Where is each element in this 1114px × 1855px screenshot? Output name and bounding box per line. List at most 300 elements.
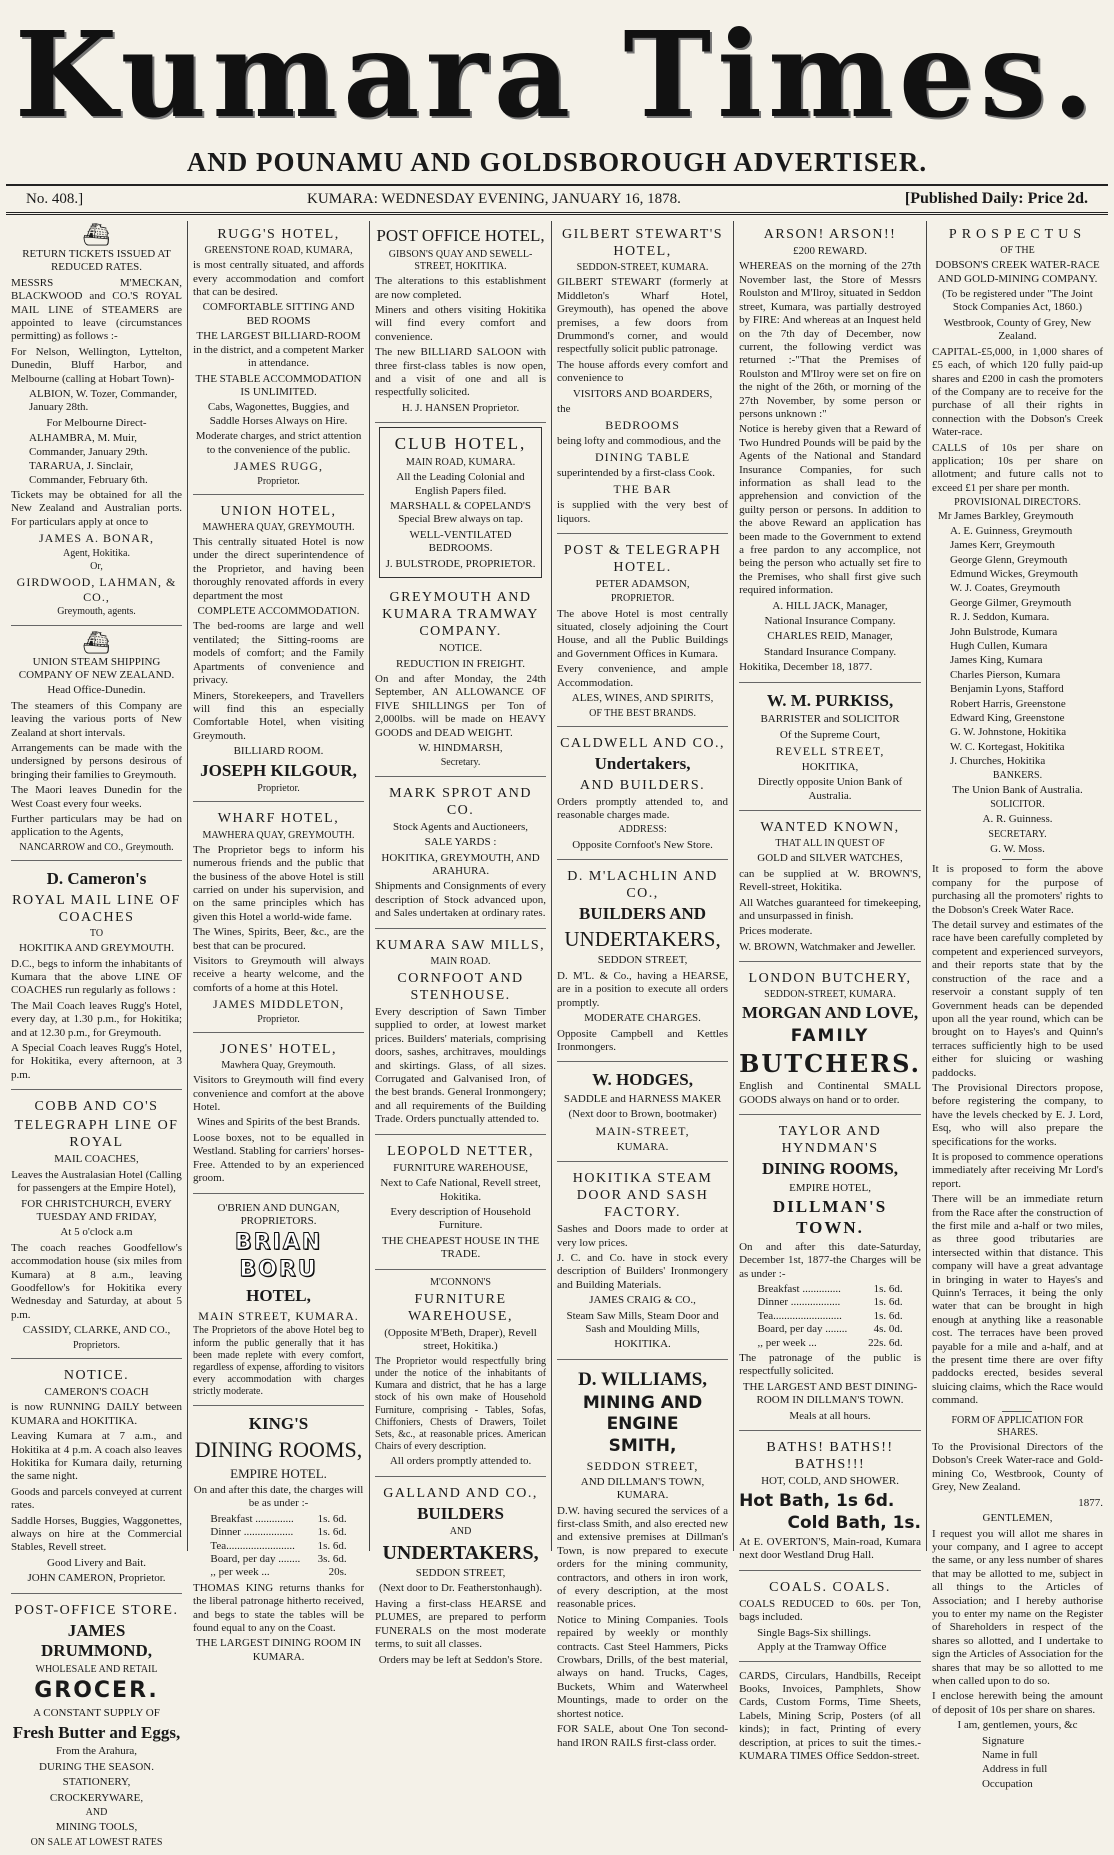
drummond-ad [11, 1597, 182, 1855]
drummond-grocer: GROCER. [34, 1678, 159, 1704]
club-p3: WELL-VENTILATED BEDROOMS. [409, 528, 512, 555]
kings-p3: THE LARGEST DINING ROOM IN KUMARA. [195, 1637, 362, 1663]
charge-item: Dinner .................. [757, 1296, 841, 1309]
masthead-subtitle: AND POUNAMU AND GOLDSBOROUGH ADVERTISER. [186, 147, 928, 177]
jones-ad [193, 1036, 364, 1194]
list-item: Edward King, Greenstone [949, 712, 1065, 725]
kings-title: KING'S [248, 1414, 309, 1434]
hodges-sub: SADDLE and HARNESS MAKER [563, 1093, 722, 1106]
masthead-title: Kumara Times. [14, 5, 1100, 144]
purkiss-town: HOKITIKA, [801, 760, 859, 773]
rugg-sig: JAMES RUGG, [234, 458, 324, 473]
prospectus-registered: (To be registered under "The Joint Stock Companies Act, 1860.) [942, 288, 1093, 314]
coach-p5: Good Livery and Bait. [47, 1556, 146, 1569]
jones-title: JONES' HOTEL, [220, 1042, 337, 1057]
wharf-sig2: Proprietor. [257, 1013, 300, 1025]
wharf-title: WHARF HOTEL, [217, 811, 340, 827]
pt-p1: The above Hotel is most centrally situated, closely adjoining the Court House, and all the Public Buildings and Government Offices in Kumara. [557, 607, 729, 660]
union-title: UNION STEAM SHIPPING COMPANY OF NEW ZEALAND. [18, 655, 175, 681]
baths-sub: HOT, COLD, AND SHOWER. [761, 1475, 899, 1488]
th-p1: On and after this date-Saturday, December 1st, 1877-the Charges will be as under :- [739, 1240, 921, 1280]
galland-p2: Orders may be left at Seddon's Store. [378, 1653, 543, 1666]
london-addr: SEDDON-STREET, KUMARA. [764, 989, 896, 1001]
table-row [755, 1323, 904, 1336]
pt-name: PETER ADAMSON, [595, 578, 690, 591]
notice-title: NOTICE. [63, 1367, 130, 1383]
hok-title: HOKITIKA STEAM DOOR AND SASH FACTORY. [572, 1170, 713, 1221]
arson-sig2: CHARLES REID, Manager, [767, 630, 893, 643]
cameron-route: HOKITIKA AND GREYMOUTH. [19, 942, 174, 955]
galland-p1: Having a first-class HEARSE and PLUMES, are prepared to perform FUNERALS on the most moderate terms, to suit all classes. [375, 1597, 547, 1651]
form-p2: I enclose herewith being the amount of deposit of 10s per share on shares. [931, 1690, 1103, 1716]
provisional-directors-heading: PROVISIONAL DIRECTORS. [954, 497, 1081, 509]
mcconnon-ad [375, 1273, 546, 1477]
prospectus-p3: The Provisional Directors propose, before registering the company, to have the levels checked by E. J. Lord, Esq, who will also prepare the specifications for the works. [931, 1081, 1103, 1148]
gs-dining: DINING TABLE [594, 450, 691, 465]
charge-item: Dinner .................. [210, 1526, 294, 1539]
list-item: W. C. Kortegast, Hokitika [949, 740, 1065, 753]
list-item: Benjamin Lyons, Stafford [949, 683, 1064, 696]
list-item: Mr James Barkley, Greymouth [937, 510, 1074, 523]
list-item: W. J. Coates, Greymouth [949, 582, 1061, 595]
cald-und: Undertakers, [594, 753, 691, 773]
form-to: To the Provisional Directors of the Dobson's Creek Water-race and Gold-mining Co, Westbrook, County of Grey, New Zealand. [931, 1441, 1103, 1494]
pt-ales: ALES, WINES, AND SPIRITS, [571, 692, 714, 705]
purkiss-opp: Directly opposite Union Bank of Australia. [757, 776, 903, 802]
pt-title: POST & TELEGRAPH HOTEL. [563, 542, 722, 575]
gs-the: the [557, 403, 571, 415]
dw-addr: SEDDON STREET, [586, 1459, 699, 1474]
wanted-gold: GOLD and SILVER WATCHES, [757, 852, 903, 865]
gs-title: GILBERT STEWART'S HOTEL, [562, 227, 724, 260]
return-tickets: RETURN TICKETS ISSUED AT REDUCED RATES. [22, 248, 171, 274]
list-item: Robert Harris, Greenstone [949, 697, 1066, 710]
hokitika-factory-ad [557, 1165, 728, 1360]
saw-title: KUMARA SAW MILLS, [375, 937, 546, 953]
list-item: R. J. Seddon, Kumara. [949, 611, 1050, 624]
union-hotel-sig: JOSEPH KILGOUR, [200, 760, 357, 780]
hodges-ad [557, 1065, 728, 1162]
th-p2: The patronage of the public is respectfully solicited. [739, 1352, 921, 1378]
mcl-p2: Opposite Campbell and Kettles Ironmongers. [557, 1027, 729, 1053]
rugg-p2: Cabs, Wagonettes, Buggies, and Saddle Horses Always on Hire. [207, 401, 350, 427]
baths-hot: Hot Bath, 1s 6d. [739, 1490, 895, 1511]
rugg-comfort: COMFORTABLE SITTING AND BED ROOMS [202, 301, 355, 327]
bankers-heading: BANKERS. [992, 769, 1043, 781]
table-row [755, 1310, 904, 1323]
charge-item: ,, per week ... [757, 1336, 817, 1349]
brian-p1: The Proprietors of the above Hotel beg to inform the public generally that it has been made replete with every comfort, regardless of expense, affording to visitors every accommodation with charges strictly moderate. [193, 1325, 365, 1398]
agent-2-place: Greymouth, agents. [57, 606, 136, 618]
cards-p1: CARDS, Circulars, Handbills, Receipt Books, Invoices, Pamphlets, Show Cards, Custom Forms, Time Sheets, Labels, Mining Scrip, Posters (of all kinds); in fact, Printing of every description, at prices to suit the times.-KUMARA TIMES Office Seddon-street. [739, 1669, 921, 1763]
tramway-title: GREYMOUTH AND KUMARA TRAMWAY COMPANY. [382, 589, 539, 640]
list-item: George Gilmer, Greymouth [949, 596, 1072, 609]
netter-sub: FURNITURE WAREHOUSE, [393, 1161, 528, 1174]
gs-addr: SEDDON-STREET, KUMARA. [576, 262, 709, 274]
arson-p1: WHEREAS on the morning of the 27th November last, the Store of Messrs Roulston and M'Ilroy, situated in Seddon street, Kumara, was partially destroyed by FIRE: And whereas at an Inquest held on the 7th day of December, now current, the following verdict was returned :-"That the Premises of Roulston and M'Ilroy were set on fire on the night of the 26th, or morning of the 27th November, by some person or persons unknown :" [739, 260, 921, 420]
dw-title: D. WILLIAMS, [578, 1368, 708, 1390]
fw-p1: The Proprietor would respectfully bring under the notice of the inhabitants of Kumara and district, that he has a large stock of his own make of Household Furniture, comprising - Tables, Sofas, Chiffoniers, Chests of Drawers, Toilet Sets, &c., at reasonable prices. American Chairs of every description. [375, 1355, 547, 1453]
cald-p1: Orders promptly attended to, and reasonable charges made. [557, 795, 729, 821]
th-town: DILLMAN'S TOWN. [772, 1197, 888, 1238]
drummond-wholesale: WHOLESALE AND RETAIL [35, 1664, 158, 1676]
form-gentlemen: GENTLEMEN, [982, 1512, 1053, 1525]
arson-sig1b: National Insurance Company. [764, 615, 896, 628]
charge-price: 22s. 6d. [868, 1336, 903, 1349]
union-sig: NANCARROW and CO., Greymouth. [19, 841, 174, 853]
club-addr: MAIN ROAD, KUMARA. [405, 456, 516, 468]
cald-builders: AND BUILDERS. [579, 777, 706, 793]
galland-and: AND [449, 1526, 472, 1538]
form-field-signature: Signature [981, 1734, 1025, 1747]
union-hotel-billiard: BILLIARD ROOM. [233, 745, 324, 758]
drummond-lowest: ON SALE AT LOWEST RATES [30, 1836, 163, 1848]
coals-ad [739, 1574, 921, 1662]
rugg-title: RUGG'S HOTEL, [217, 227, 340, 242]
agent-1: JAMES A. BONAR, [38, 531, 155, 546]
jones-p3: Loose boxes, not to be equalled in Westland. Stabling for carriers' horses-Free. Attended to by an experienced groom. [193, 1131, 365, 1185]
prospectus-p1: It is proposed to form the above company for the purpose of purchasing all the promoters' rights to the Dobson's Creek Water Race. [931, 863, 1103, 916]
gs-p1: GILBERT STEWART (formerly at Middleton's Wharf Hotel, Greymouth), has opened the above premises, a few doors from Drummond's corner, and would respectfully solicit public patronage. [557, 276, 729, 356]
cobb-title: COBB AND CO'S [34, 1099, 159, 1115]
baths-p1: At E. OVERTON'S, Main-road, Kumara next door Westland Drug Hall. [739, 1536, 921, 1562]
po-hotel-ad [375, 221, 546, 423]
column-3 [370, 221, 552, 1666]
union-hotel-addr: MAWHERA QUAY, GREYMOUTH. [202, 521, 355, 533]
charge-item: ,, per week ... [210, 1566, 270, 1579]
list-item: A. E. Guinness, Greymouth [949, 524, 1073, 537]
tickets-note: Tickets may be obtained for all the New Zealand and Australian ports. For particulars apply at once to [11, 488, 183, 528]
list-item: Edmund Wickes, Greymouth [949, 567, 1078, 580]
rugg-sig2: Proprietor. [257, 475, 300, 487]
coals-p2: Single Bags-Six shillings. [757, 1626, 872, 1639]
prospectus-ad [932, 221, 1103, 1797]
baths-cold: Cold Bath, 1s. [787, 1513, 921, 1534]
jones-p1: Visitors to Greymouth will find every convenience and comfort at the above Hotel. [193, 1074, 365, 1114]
prospectus-of-the: OF THE [1000, 245, 1035, 257]
cameron-to: TO [89, 927, 104, 939]
table-row [208, 1526, 348, 1539]
club-p2: MARSHALL & COPELAND'S Special Brew always on tap. [390, 499, 531, 526]
pt-brands: OF THE BEST BRANDS. [589, 707, 696, 719]
gs-p4: superintended by a first-class Cook. [557, 467, 715, 480]
drummond-butter: Fresh Butter and Eggs, [12, 1722, 181, 1742]
steamship-icon: ⛴ [82, 629, 111, 655]
mcl-builders: BUILDERS AND [579, 904, 707, 924]
galland-builders: BUILDERS [417, 1503, 504, 1523]
saw-mills-ad [375, 932, 546, 1135]
table-row [208, 1513, 348, 1526]
baths-ad [739, 1434, 921, 1571]
list-item: James King, Kumara [949, 654, 1043, 667]
hok-p1: Sashes and Doors made to order at very low prices. [557, 1223, 729, 1249]
charge-item: Tea......................... [757, 1309, 842, 1322]
drummond-supply: A CONSTANT SUPPLY OF [33, 1707, 160, 1720]
purkiss-street: REVELL STREET, [775, 744, 885, 759]
netter-p2: Every description of Household Furniture. [390, 1205, 531, 1232]
issue-date: KUMARA: WEDNESDAY EVENING, JANUARY 16, 1878. [307, 190, 681, 207]
williams-ad [557, 1363, 728, 1757]
hodges-street: MAIN-STREET, [595, 1123, 690, 1138]
steamer-ad [11, 221, 182, 626]
list-item: George Glenn, Greymouth [949, 553, 1068, 566]
table-row [208, 1553, 348, 1566]
union-hotel-title: UNION HOTEL, [220, 503, 337, 519]
union-p2: Arrangements can be made with the undersigned by persons desirous of bringing their families to Greymouth. [11, 742, 183, 781]
issue-price: [Published Daily: Price 2d. [904, 190, 1088, 207]
brian-boru-title: BRIAN BORU [234, 1230, 323, 1283]
kings-p1: On and after this date, the charges will be as under :- [193, 1483, 364, 1510]
charge-item: Tea......................... [210, 1539, 295, 1552]
mcl-addr: SEDDON STREET, [597, 954, 688, 967]
po-hotel-p1: The alterations to this establishment are now completed. [375, 275, 547, 301]
prospectus-p4: It is proposed to commence operations immediately after receiving Mr Lord's report. [931, 1150, 1103, 1190]
list-item: Charles Pierson, Kumara [949, 668, 1061, 681]
cameron-p1: D.C., begs to inform the inhabitants of Kumara that the above LINE OF COACHES run regularly as follows : [11, 957, 183, 997]
club-p1: All the Leading Colonial and English Papers filed. [396, 471, 525, 497]
tramway-reduction: REDUCTION IN FREIGHT. [396, 657, 526, 670]
ml-family: FAMILY [790, 1026, 870, 1047]
ml-butchers: BUTCHERS. [739, 1048, 921, 1078]
agent-1-place: Agent, Hokitika. [63, 547, 130, 559]
drummond-arahura: From the Arahura, [56, 1745, 137, 1758]
column-4 [552, 221, 734, 1749]
union-head: Head Office-Dunedin. [47, 684, 146, 697]
solicitor-heading: SOLICITOR. [990, 799, 1045, 811]
wharf-sig: JAMES MIDDLETON, [212, 997, 345, 1012]
drummond-name: JAMES DRUMMOND, [41, 1620, 152, 1661]
charge-price: 1s. 6d. [317, 1512, 347, 1525]
charge-price: 1s. 6d. [317, 1539, 347, 1552]
columns [6, 221, 1108, 1848]
coach-p2: Leaving Kumara at 7 a.m., and Hokitika at 4 p.m. A coach also leaves Hokitika for Kumara daily, returning the same night. [11, 1430, 183, 1483]
hodges-town: KUMARA. [616, 1140, 669, 1153]
dw-p1: D.W. having secured the services of a first-class Smith, and also erected new and extensive premises at Dillman's Town, is now prepared to execute orders for the mining community, contractors, and others in iron work, of every description, at the most reasonable prices. [557, 1504, 729, 1611]
list-item: G. W. Johnstone, Hokitika [949, 726, 1067, 739]
wanted-p2: All Watches guaranteed for timekeeping, and unsurpassed in finish. [739, 896, 921, 922]
wanted-sig: W. BROWN, Watchmaker and Jeweller. [739, 940, 916, 953]
saw-owners: CORNFOOT AND STENHOUSE. [397, 970, 524, 1003]
mcl-mod: MODERATE CHARGES. [584, 1012, 701, 1025]
hok-p3: Steam Saw Mills, Steam Door and Sash and Moulding Mills, [566, 1309, 719, 1335]
list-item: Hugh Cullen, Kumara [949, 640, 1048, 653]
gs-bar: THE BAR [613, 482, 672, 497]
coach-p3: Goods and parcels conveyed at current rates. [11, 1485, 183, 1512]
column-2 [188, 221, 370, 1663]
dw-sub: MINING AND ENGINE [582, 1392, 703, 1434]
brian-boru-ad [193, 1197, 364, 1407]
gilbert-stewart-ad [557, 221, 728, 534]
column-6 [927, 221, 1108, 1790]
pt-prop: PROPRIETOR. [610, 593, 675, 605]
union-hotel-p3: Miners, Storekeepers, and Travellers will find this an especially Comfortable Hotel, when visiting Greymouth. [193, 689, 365, 742]
brian-props: O'BRIEN AND DUNGAN, PROPRIETORS. [217, 1201, 340, 1227]
gs-visitors: VISITORS AND BOARDERS, [572, 387, 713, 400]
club-hotel-ad [379, 427, 542, 578]
po-hotel-p2: Miners and others visiting Hokitika will find every comfort and convenience. [375, 303, 547, 343]
solicitor-name: A. R. Guinness. [982, 813, 1053, 826]
arson-date: Hokitika, December 18, 1877. [739, 661, 873, 674]
caldwell-ad [557, 730, 728, 860]
charge-price: 1s. 6d. [317, 1526, 347, 1539]
wharf-p1: The Proprietor begs to inform his numerous friends and the public that the business of the above Hotel is still carried on under his supervision, and on the same principles which has given this Hotel a world-wide fame. [193, 843, 365, 923]
prospectus-p5: There will be an immediate return from the Race after the construction of the first mile and a-half or two miles, as three good tributaries are intersected within that distance. This company will have a great advantage in bringing in water to Hayes's and Quinn's Terraces, it being the only water that can be brought in high enough at anything like a reasonable cost. The terraces have been proved payable for a mile and a-half, and at the present time there are over fifty paddocks erected, besides several sluicing claims, which the Race would command. [931, 1193, 1103, 1407]
purkiss-role: BARRISTER and SOLICITOR [760, 713, 900, 726]
mark-sub: Stock Agents and Auctioneers, [393, 820, 529, 833]
union-p1: The steamers of this Company are leaving the various ports of New Zealand at short intervals. [11, 699, 183, 739]
cobb-mail: MAIL COACHES, [54, 1153, 139, 1166]
netter-ad [375, 1138, 546, 1270]
mlachlin-ad [557, 863, 728, 1062]
coach-p1: is now RUNNING DAILY between KUMARA and HOKITIKA. [11, 1401, 183, 1427]
wanted-sub: THAT ALL IN QUEST OF [775, 838, 885, 850]
london-title: LONDON BUTCHERY, [748, 971, 912, 987]
drummond-crockery: CROCKERYWARE, [49, 1791, 144, 1804]
galland-addr2: (Next door to Dr. Featherstonhaugh). [378, 1582, 543, 1595]
club-sig: J. BULSTRODE, PROPRIETOR. [385, 557, 536, 570]
table-row [755, 1296, 904, 1309]
steamer-alhambra: ALHAMBRA, M. Muir, Commander, January 29th. [29, 432, 148, 458]
hok-town: HOKITIKA. [614, 1338, 671, 1351]
mcl-title: D. M'LACHLIN AND CO., [567, 868, 718, 902]
cald-title: CALDWELL AND CO., [560, 735, 726, 751]
brian-addr: MAIN STREET, KUMARA. [198, 1308, 359, 1323]
dw-p2: Notice to Mining Companies. Tools repaired by weekly or monthly contracts. Cast Steel Hammers, Picks Crowbars, Drills, of the best material, always on hand. Trucks, Cages, Buckets, Whim and Waterwheel Mountings, made to order on the shortest notice. [557, 1613, 729, 1720]
saw-addr: MAIN ROAD. [430, 955, 491, 967]
directors-list [932, 510, 1103, 768]
po-hotel-sig: H. J. HANSEN Proprietor. [401, 401, 520, 414]
royal-mail: ROYAL MAIL LINE OF COACHES [12, 892, 181, 925]
cameron-p3: A Special Coach leaves Rugg's Hotel, for Hokitika, every afternoon, at 3 p.m. [11, 1041, 183, 1081]
jones-addr: Mawhera Quay, Greymouth. [221, 1060, 336, 1072]
steamer-nelson: For Nelson, Wellington, Lyttelton, Dunedin, Bluff Harbor, and Melbourne (calling at Hobart Town)- [11, 345, 183, 385]
form-p1: I request you will allot me shares in your company, and I agree to accept the same, or any less number of shares that may be allotted to me, subject in all things to the Articles of Association; and I hereby authorise you to enter my name on the Register of Shareholders in respect of the shares so allotted, and I undertake to sign the Articles of Association for the shares that may be so allotted to me when called upon to do so. [931, 1527, 1103, 1687]
prospectus-location: Westbrook, County of Grey, New Zealand. [943, 316, 1092, 343]
form-heading: FORM OF APPLICATION FOR SHARES. [951, 1414, 1084, 1438]
divider [1002, 1411, 1032, 1412]
steamer-melbourne: For Melbourne Direct- [46, 416, 147, 429]
union-hotel-p1: This centrally situated Hotel is now under the direct superintendence of the Proprietor, and having been thoroughly renovated affords in every department the most [193, 536, 365, 602]
steamer-intro: MESSRS M'MECKAN, BLACKWOOD and CO.'S ROYAL MAIL LINE of STEAMERS are appointed to leave (circumstances permitting) as follows :- [11, 276, 183, 343]
charge-price: 1s. 6d. [873, 1309, 903, 1322]
union-hotel-ad [193, 498, 364, 803]
purkiss-ad [739, 686, 921, 811]
charge-item: Board, per day ........ [210, 1552, 301, 1565]
cameron-p2: The Mail Coach leaves Rugg's Hotel, every day, at 1.30 p.m., for Hokitika; and at 12.30 p.m., for Greymouth. [11, 999, 183, 1039]
steamship-icon: ⛴ [82, 222, 111, 247]
rugg-p3: Moderate charges, and strict attention to the convenience of the public. [195, 430, 362, 456]
gs-bedrooms: BEDROOMS [605, 418, 680, 433]
cobb-sig2: Proprietors. [73, 1339, 120, 1351]
th-p3: THE LARGEST AND BEST DINING-ROOM IN DILLMAN'S TOWN. [742, 1380, 918, 1407]
rugg-ad [193, 221, 364, 495]
po-hotel-p3: The new BILLIARD SALOON with three first-class tables is now open, and a visit of one and all is respectfully solicited. [375, 346, 547, 399]
union-p3: The Maori leaves Dunedin for the West Coast every four weeks. [11, 784, 183, 810]
london-butchery-ad [739, 965, 921, 1115]
mark-title: MARK SPROT AND CO. [389, 785, 532, 818]
issue-number: No. 408.] [26, 190, 84, 207]
cobb-p2: FOR CHRISTCHURCH, EVERY TUESDAY AND FRIDAY, [21, 1197, 172, 1224]
mark-yards: SALE YARDS : [424, 836, 497, 849]
prospectus-p2: The detail survey and estimates of the race have been carefully completed by competent and experienced surveyors, and their reports state that by the construction of the race and a reservoir a constant supply of ten Government heads can be depended upon all the year round, which can be brought on to Hayes's and Quinn's terraces sufficiently high to be used either for sluicing or washing paddocks. [931, 919, 1103, 1079]
charge-price: 20s. [328, 1566, 347, 1579]
purkiss-title: W. M. PURKISS, [766, 690, 894, 710]
pt-p2: Every convenience, and ample Accommodation. [557, 663, 729, 689]
wharf-p2: The Wines, Spirits, Beer, &c., are the best that can be procured. [193, 926, 365, 952]
divider [1002, 859, 1032, 860]
tramway-sig: W. HINDMARSH, [418, 742, 503, 755]
arson-sig1: A. HILL JACK, Manager, [772, 599, 888, 612]
list-item: James Kerr, Greymouth [949, 539, 1055, 552]
brian-hotel: HOTEL, [246, 1285, 311, 1305]
cobb-p4: The coach reaches Goodfellow's accommodation house (six miles from Kumara) at 8 a.m., leaving Goodfellow's for Hokitika every Wednesday and Saturday, at about 5 p.m. [11, 1241, 183, 1321]
coach-p4: Saddle Horses, Buggies, Waggonettes, always on hire at the Commercial Stables, Revell street. [11, 1514, 183, 1554]
charge-price: 1s. 6d. [873, 1296, 903, 1309]
arson-p2: Notice is hereby given that a Reward of Two Hundred Pounds will be paid by the Agents of the National and Standard Insurance Companies, for such information as shall lead to the apprehension and conviction of the guilty person or persons. In addition to the above Reward an application has been made to the Government to extend a free pardon to any accomplice, not being the person who actually set fire to the Premises, who shall first give such required information. [739, 423, 921, 597]
union-hotel-sig2: Proprietor. [257, 783, 300, 795]
prospectus-capital: CAPITAL-£5,000, in 1,000 shares of £5 each, of which 120 fully paid-up shares and £200 in cash the promoters of the Company are to receive for the purchase of all their rights in connection with the Dobson's Creek Water-race. [931, 345, 1103, 439]
hodges-title: W. HODGES, [592, 1070, 694, 1090]
drummond-and: AND [85, 1806, 108, 1818]
dateline [6, 184, 1108, 215]
cald-address-label: ADDRESS: [618, 824, 667, 836]
table-row [755, 1337, 904, 1350]
bank-name: The Union Bank of Australia. [952, 783, 1083, 796]
hok-p2: J. C. and Co. have in stock every description of Builders' Ironmongery and Building Materials. [557, 1251, 729, 1291]
tramway-ad [375, 584, 546, 777]
tramway-sig2: Secretary. [440, 757, 481, 769]
fw-title: FURNITURE WAREHOUSE, [408, 1291, 513, 1324]
baths-title: BATHS! BATHS!! BATHS!!! [766, 1440, 894, 1473]
table-row [755, 1283, 904, 1296]
purkiss-court: Of the Supreme Court, [779, 728, 881, 741]
jones-p2: Wines and Spirits of the best Brands. [197, 1116, 361, 1129]
wharf-ad [193, 805, 364, 1033]
mcconnon-name: M'CONNON'S [430, 1276, 491, 1288]
arson-sig2b: Standard Insurance Company. [763, 645, 897, 658]
dw-smith: SMITH, [608, 1436, 677, 1457]
mark-sprot-ad [375, 780, 546, 929]
wanted-known-ad [739, 814, 921, 962]
charge-price: 4s. 0d. [873, 1323, 903, 1336]
kings-p2: THOMAS KING returns thanks for the liberal patronage hitherto received, and begs to state the tables will be found equal to any on the Coast. [193, 1581, 365, 1634]
coals-p3: Apply at the Tramway Office [757, 1641, 887, 1654]
gs-p2: The house affords every comfort and convenience to [557, 358, 729, 385]
th-p4: Meals at all hours. [789, 1409, 871, 1422]
cameron-coach-ad [11, 1362, 182, 1594]
list-item: John Bulstrode, Kumara [949, 625, 1058, 638]
union-hotel-complete: COMPLETE ACCOMMODATION. [197, 605, 360, 618]
mcl-und: UNDERTAKERS, [564, 926, 721, 951]
mark-p1: Shipments and Consignments of every description of Stock advanced upon, and Sales undertaken at ordinary rates. [375, 880, 547, 920]
wharf-addr: MAWHERA QUAY, GREYMOUTH. [202, 829, 355, 841]
rugg-billiard: THE LARGEST BILLIARD-ROOM in the district, and a competent Marker in attendance. [193, 330, 364, 370]
column-1 [6, 221, 188, 1848]
post-telegraph-ad [557, 537, 728, 727]
netter-p1: Next to Cafe National, Revell street, Hokitika. [380, 1177, 541, 1203]
wharf-p3: Visitors to Greymouth will always receive a hearty welcome, and the comforts of a home at this Hotel. [193, 954, 365, 994]
form-p3: I am, gentlemen, yours, &c [957, 1719, 1078, 1732]
po-hotel-title: POST OFFICE HOTEL, [376, 226, 545, 245]
ml-title: MORGAN AND LOVE, [741, 1003, 919, 1023]
ml-p1: English and Continental SMALL GOODS always on hand or to order. [739, 1080, 921, 1106]
column-5 [734, 221, 927, 1763]
cameron-title: D. Cameron's [46, 869, 147, 889]
netter-title: LEOPOLD NETTER, [387, 1143, 534, 1159]
steamer-albion: ALBION, W. Tozer, Commander, January 28th. [29, 388, 178, 414]
kings-charges-table [208, 1513, 348, 1580]
agent-or: Or, [90, 560, 103, 572]
